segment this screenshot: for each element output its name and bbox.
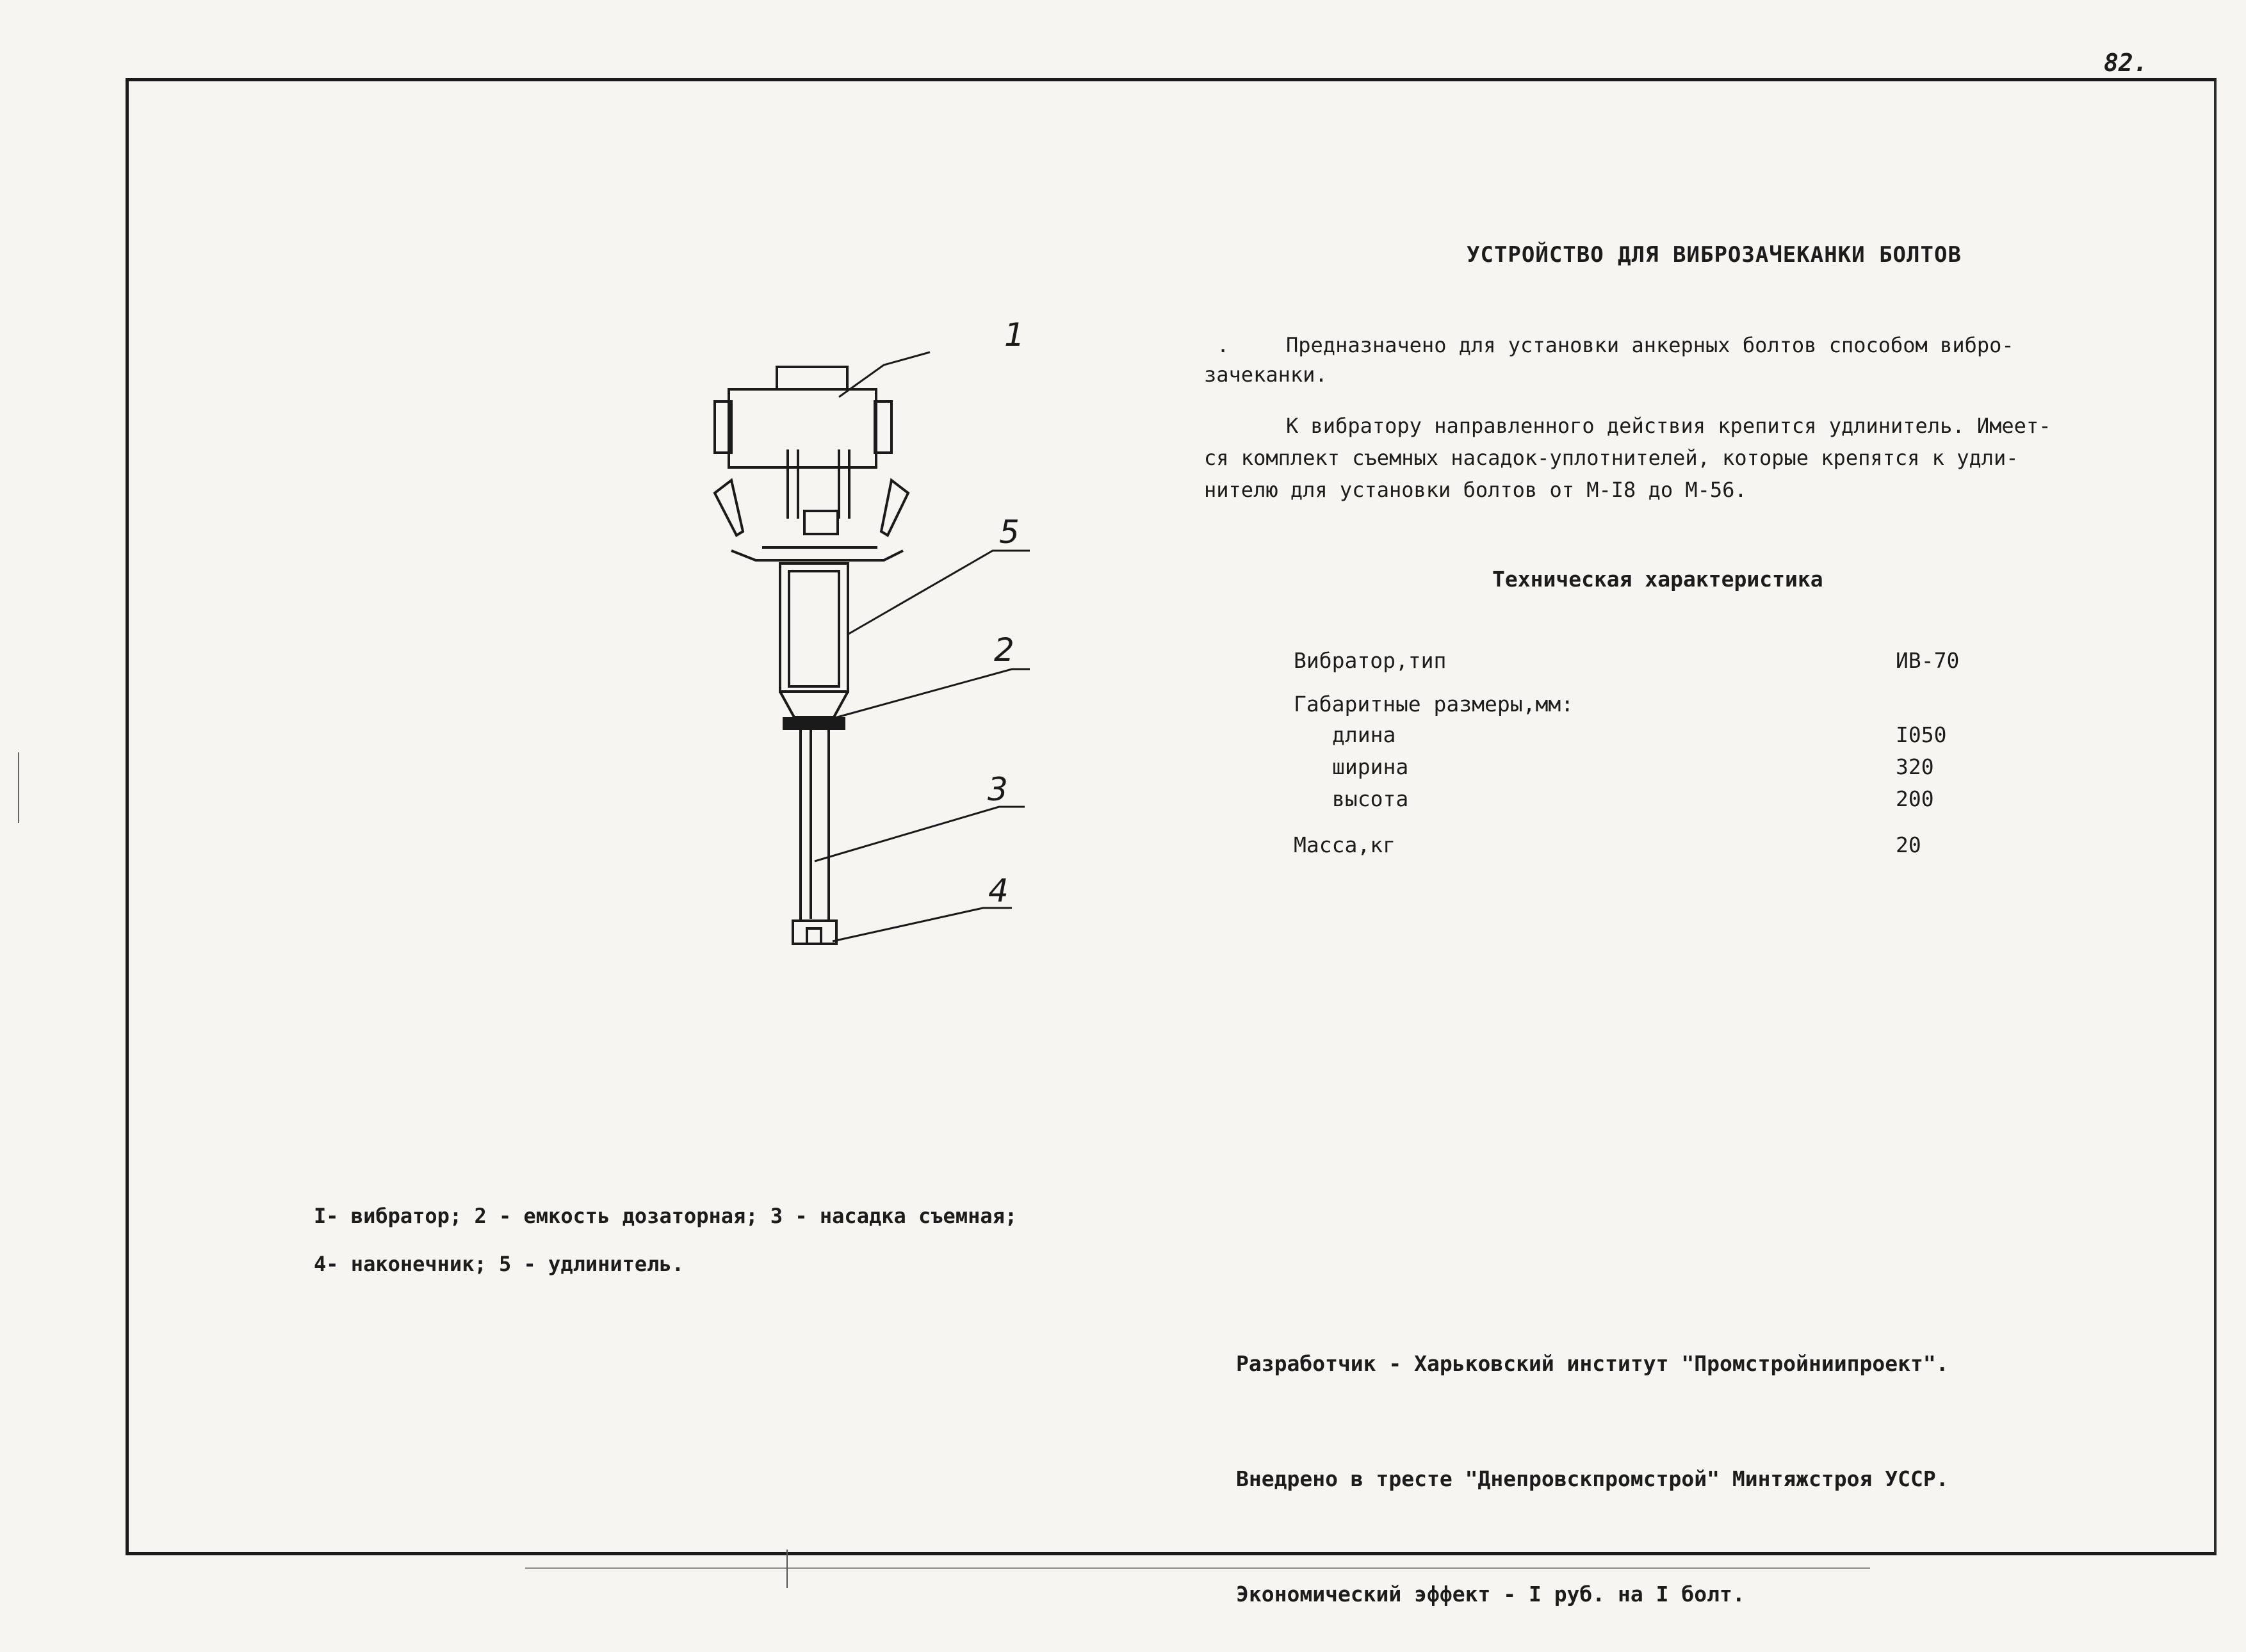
binding-mark bbox=[18, 752, 19, 823]
intro-bullet: . bbox=[1217, 333, 1230, 357]
footer-line-2: Внедрено в тресте "Днепровскпромстрой" Минтяжстроя УССР. bbox=[1236, 1466, 1949, 1491]
legend-line-2: 4- наконечник; 5 - удлинитель. bbox=[314, 1252, 684, 1276]
bottom-tick bbox=[786, 1550, 788, 1588]
callout-1: 1 bbox=[1004, 316, 1025, 353]
spec-width-value: 320 bbox=[1896, 754, 1934, 779]
page-number: 82. bbox=[2104, 49, 2148, 77]
callout-2: 2 bbox=[994, 631, 1014, 668]
spec-width-label: ширина bbox=[1332, 754, 1409, 779]
spec-height-value: 200 bbox=[1896, 786, 1934, 811]
spec-height-label: высота bbox=[1332, 786, 1409, 811]
device-drawing bbox=[692, 307, 1050, 980]
spec-mass-value: 20 bbox=[1896, 832, 1921, 857]
footer-block bbox=[1236, 1268, 1949, 1652]
callout-4: 4 bbox=[988, 872, 1009, 909]
spec-length-value: I050 bbox=[1896, 722, 1947, 747]
intro-line-1: Предназначено для установки анкерных болтов способом вибро- bbox=[1286, 333, 2014, 357]
spec-dims-label: Габаритные размеры,мм: bbox=[1294, 692, 1574, 717]
intro-line-4: ся комплект съемных насадок-уплотнителей, которые крепятся к удли- bbox=[1204, 446, 2019, 470]
spec-length-label: длина bbox=[1332, 722, 1396, 747]
callout-5: 5 bbox=[999, 514, 1020, 551]
device-body bbox=[715, 367, 908, 944]
spec-vibrator-value: ИВ-70 bbox=[1896, 648, 1960, 673]
footer-line-3: Экономический эффект - I руб. на I болт. bbox=[1236, 1582, 1745, 1607]
callout-labels bbox=[988, 316, 1025, 909]
spec-mass-label: Масса,кг bbox=[1294, 832, 1396, 857]
legend-line-1: I- вибратор; 2 - емкость дозаторная; 3 - насадка съемная; bbox=[314, 1204, 1018, 1228]
callout-3: 3 bbox=[988, 771, 1008, 808]
document-title: УСТРОЙСТВО ДЛЯ ВИБРОЗАЧЕКАНКИ БОЛТОВ bbox=[1467, 242, 1962, 268]
footer-line-1: Разработчик - Харьковский институт "Промстройниипроект". bbox=[1236, 1351, 1949, 1376]
intro-line-2: зачеканки. bbox=[1204, 362, 1328, 387]
intro-line-5: нителю для установки болтов от М-I8 до М-56. bbox=[1204, 478, 1747, 502]
spec-title: Техническая характеристика bbox=[1492, 567, 1823, 592]
spec-vibrator-label: Вибратор,тип bbox=[1294, 648, 1447, 673]
intro-line-3: К вибратору направленного действия крепится удлинитель. Имеет- bbox=[1286, 414, 2051, 438]
